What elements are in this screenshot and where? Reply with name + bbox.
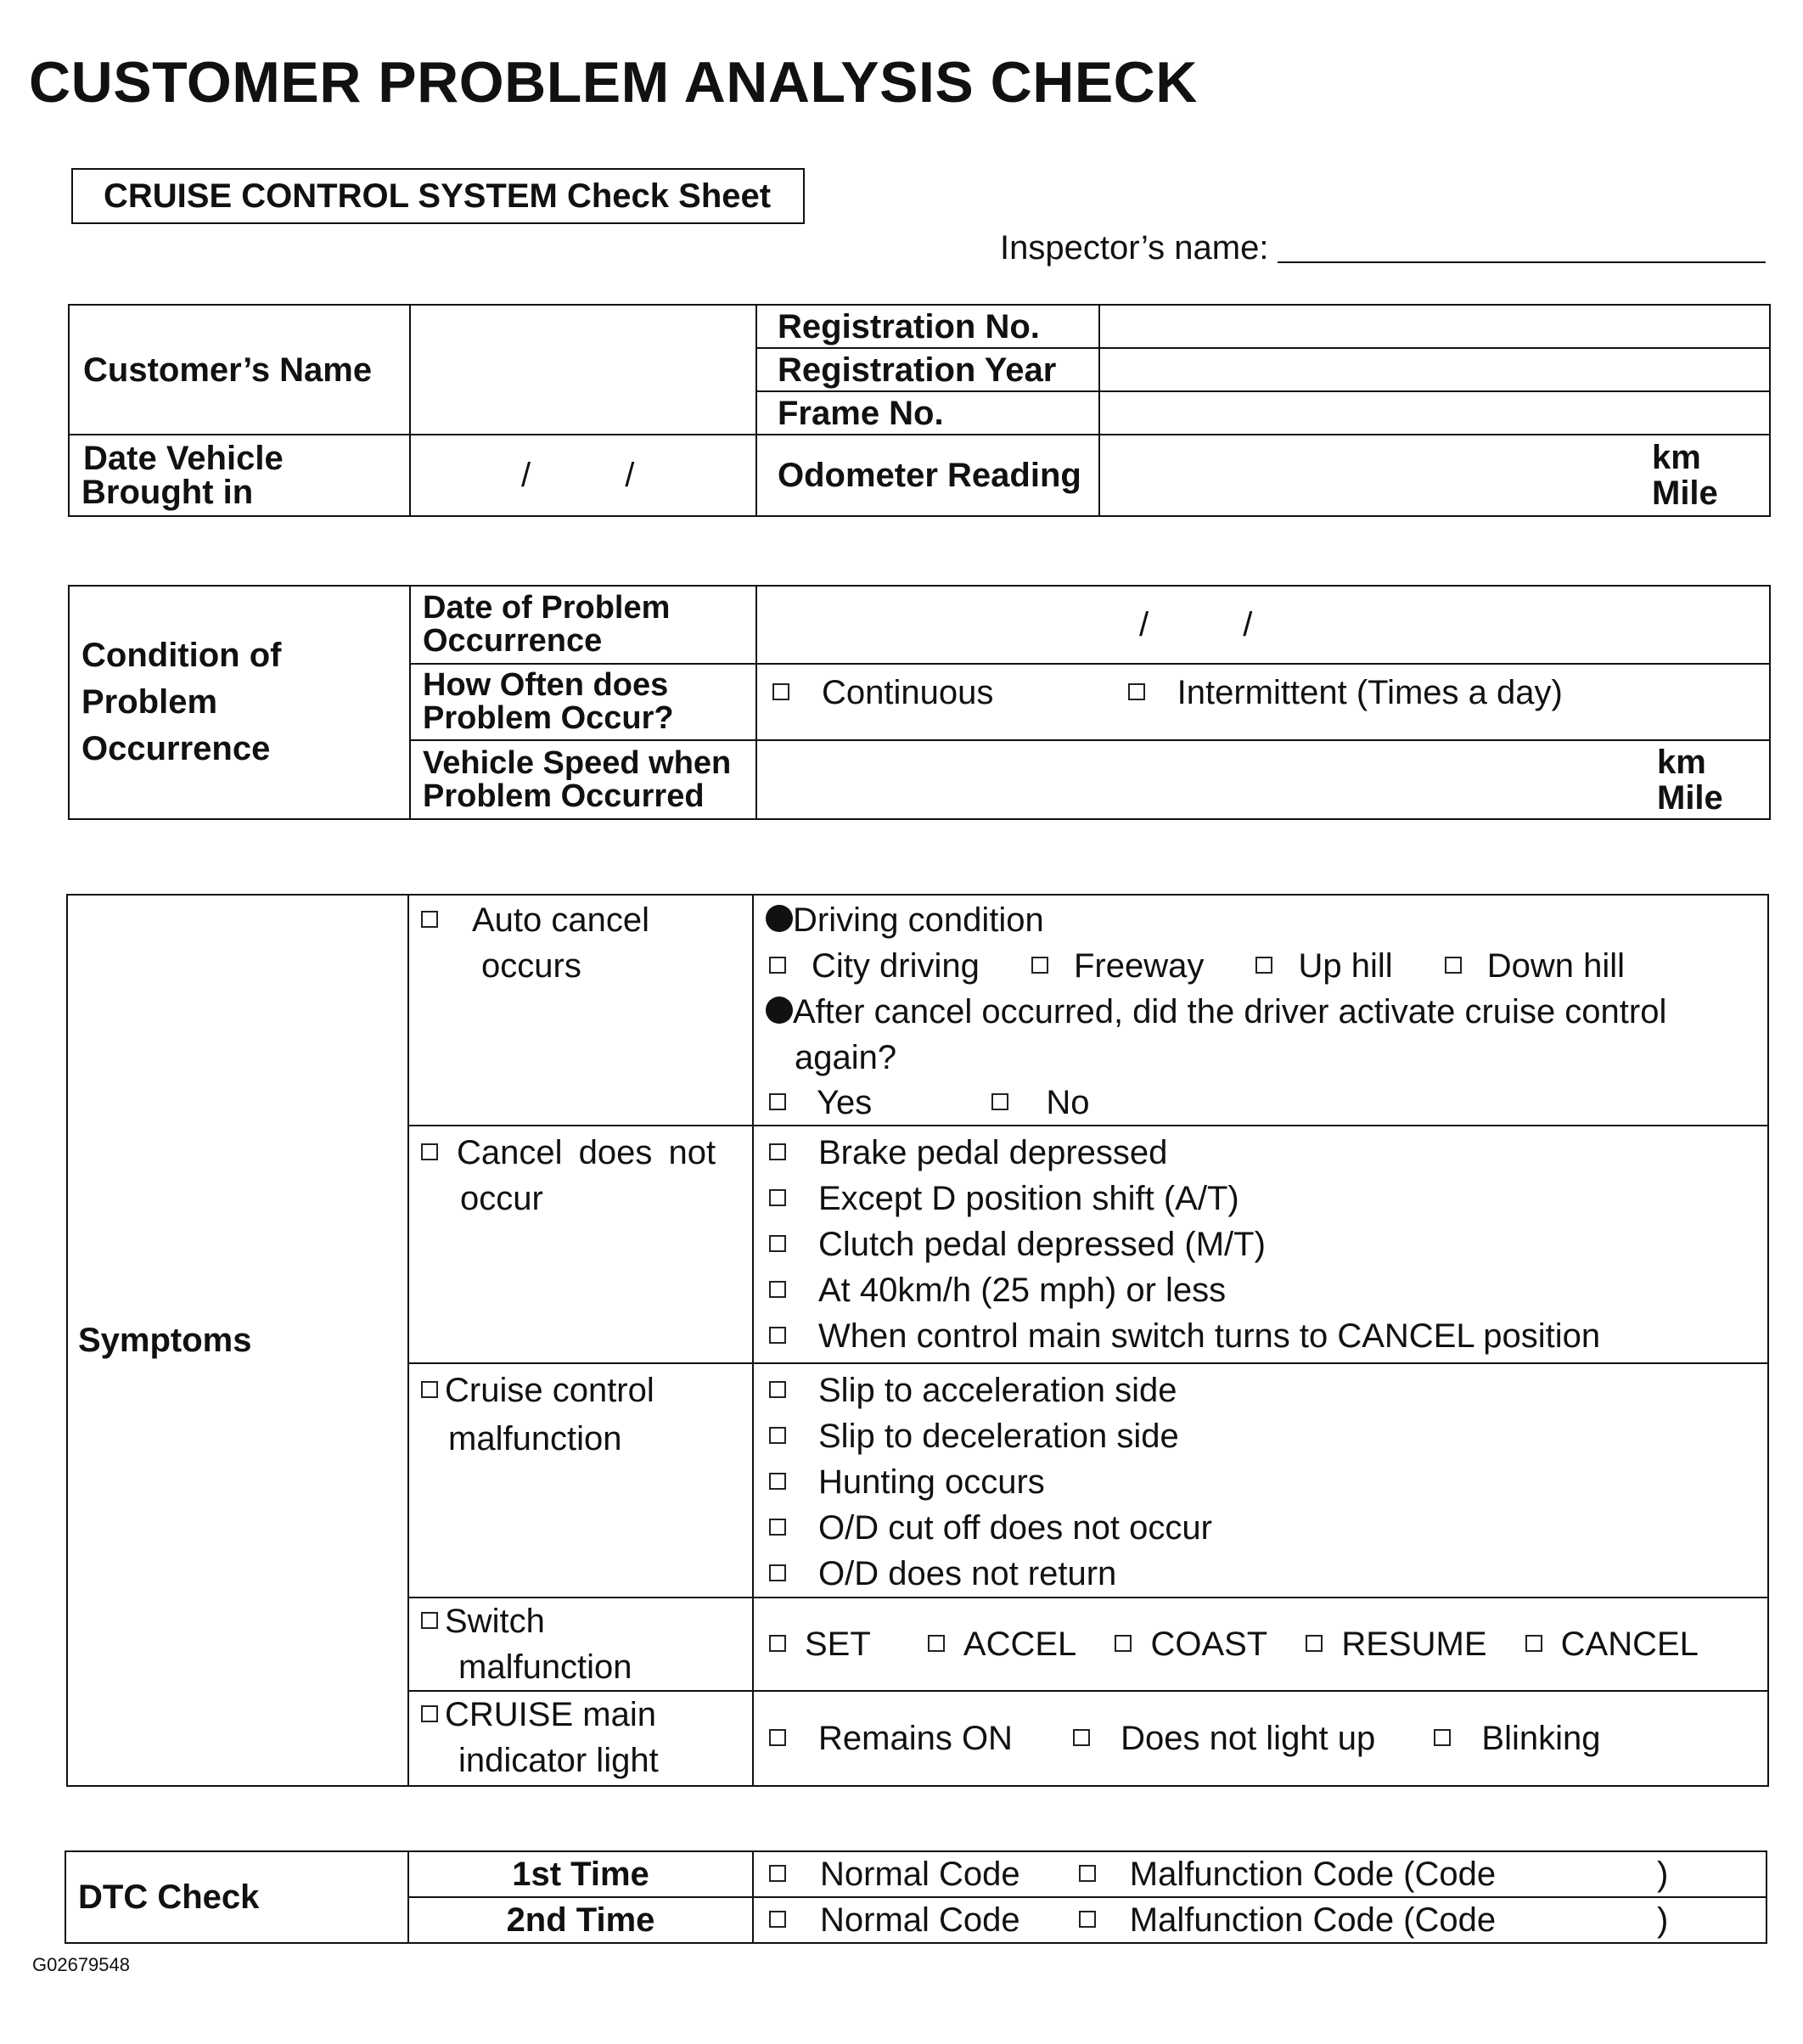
no-light-checkbox[interactable] xyxy=(1073,1729,1090,1746)
registration-no-label: Registration No. xyxy=(778,307,1040,345)
indicator-item: Remains ON xyxy=(818,1720,1013,1757)
cruise-malfunction-checkbox[interactable] xyxy=(421,1381,438,1398)
second-time-label: 2nd Time xyxy=(506,1901,655,1939)
switch-malfunction-checkbox[interactable] xyxy=(421,1612,438,1629)
remains-on-checkbox[interactable] xyxy=(769,1729,786,1746)
downhill-label: Down hill xyxy=(1486,947,1626,985)
cancel-not-label-1: Cancel does not xyxy=(457,1134,716,1171)
cancel-item: Clutch pedal depressed (M/T) xyxy=(818,1226,1266,1263)
cancel-item: Brake pedal depressed xyxy=(818,1134,1168,1171)
no-checkbox[interactable] xyxy=(991,1093,1008,1110)
set-checkbox[interactable] xyxy=(769,1635,786,1652)
freeway-label: Freeway xyxy=(1073,947,1205,985)
speed-label-1: Vehicle Speed when xyxy=(423,744,732,781)
how-often-label-2: Problem Occur? xyxy=(423,700,674,736)
frame-no-label: Frame No. xyxy=(778,394,944,432)
od-cutoff-checkbox[interactable] xyxy=(769,1519,786,1536)
cancel-not-occur-checkbox[interactable] xyxy=(421,1143,438,1160)
malfunction-item: Slip to acceleration side xyxy=(818,1372,1177,1409)
condition-label-3: Occurrence xyxy=(81,730,271,767)
city-driving-label: City driving xyxy=(812,947,980,985)
downhill-checkbox[interactable] xyxy=(1445,957,1462,974)
date-brought-label-1: Date Vehicle xyxy=(83,440,284,477)
condition-table xyxy=(68,585,1771,820)
sheet-title: CRUISE CONTROL SYSTEM Check Sheet xyxy=(71,168,805,224)
first-malfunction-label: Malfunction Code (Code xyxy=(1129,1856,1497,1893)
customer-name-label: Customer’s Name xyxy=(83,351,373,389)
second-normal-checkbox[interactable] xyxy=(769,1911,786,1928)
intermittent-label: Intermittent (Times a day) xyxy=(1177,674,1563,711)
accel-checkbox[interactable] xyxy=(928,1635,945,1652)
driving-condition-label: Driving condition xyxy=(793,901,1044,939)
speed-label-2: Problem Occurred xyxy=(423,778,705,814)
malfunction-label-2: malfunction xyxy=(448,1420,622,1457)
bullet-icon xyxy=(766,905,793,932)
malfunction-item: O/D cut off does not occur xyxy=(818,1509,1212,1547)
od-return-checkbox[interactable] xyxy=(769,1564,786,1581)
blinking-checkbox[interactable] xyxy=(1434,1729,1451,1746)
main-switch-cancel-checkbox[interactable] xyxy=(769,1327,786,1344)
switch-label-2: malfunction xyxy=(458,1648,632,1686)
condition-label-1: Condition of xyxy=(81,637,282,674)
switch-item: SET xyxy=(805,1626,871,1663)
indicator-item: Does not light up xyxy=(1121,1720,1376,1757)
speed-field[interactable] xyxy=(756,740,1770,819)
inspector-name-field[interactable] xyxy=(1278,261,1766,263)
first-normal-label: Normal Code xyxy=(820,1856,1020,1893)
cancel-not-label-2: occur xyxy=(460,1180,543,1217)
registration-no-field[interactable] xyxy=(1099,305,1770,348)
frame-no-field[interactable] xyxy=(1099,391,1770,435)
indicator-label-2: indicator light xyxy=(458,1742,659,1779)
second-malfunction-checkbox[interactable] xyxy=(1079,1911,1096,1928)
continuous-label: Continuous xyxy=(822,674,994,711)
symptoms-table xyxy=(66,894,1769,1787)
vehicle-info-table xyxy=(68,304,1771,517)
no-label: No xyxy=(1046,1084,1090,1121)
customer-name-label-cell xyxy=(69,305,410,435)
speed-40-checkbox[interactable] xyxy=(769,1281,786,1298)
coast-checkbox[interactable] xyxy=(1115,1635,1132,1652)
inspector-label: Inspector’s name: xyxy=(1000,229,1269,267)
second-malfunction-label: Malfunction Code (Code xyxy=(1129,1901,1497,1939)
condition-label-cell xyxy=(69,586,410,819)
indicator-light-checkbox[interactable] xyxy=(421,1705,438,1722)
auto-cancel-label-1: Auto cancel xyxy=(472,901,650,939)
malfunction-item: Slip to deceleration side xyxy=(818,1418,1179,1455)
malfunction-item: Hunting occurs xyxy=(818,1463,1045,1501)
indicator-label-1: CRUISE main xyxy=(445,1696,656,1733)
slip-decel-checkbox[interactable] xyxy=(769,1427,786,1444)
date-brought-label-2: Brought in xyxy=(81,474,254,511)
registration-year-label: Registration Year xyxy=(778,351,1057,389)
cancel-switch-checkbox[interactable] xyxy=(1525,1635,1542,1652)
malfunction-item: O/D does not return xyxy=(818,1555,1117,1592)
second-close-paren: ) xyxy=(1657,1901,1669,1939)
customer-name-field[interactable] xyxy=(410,305,756,435)
cancel-item: When control main switch turns to CANCEL position xyxy=(818,1317,1601,1355)
date-problem-field[interactable] xyxy=(756,586,1770,664)
unit-mile: Mile xyxy=(1652,474,1718,512)
dtc-check-label: DTC Check xyxy=(78,1878,260,1916)
symptoms-label: Symptoms xyxy=(78,1322,252,1359)
registration-year-field[interactable] xyxy=(1099,348,1770,391)
freeway-checkbox[interactable] xyxy=(1031,957,1048,974)
intermittent-checkbox[interactable] xyxy=(1128,683,1145,700)
yes-label: Yes xyxy=(817,1084,873,1121)
date-problem-label-2: Occurrence xyxy=(423,623,603,659)
date-brought-field[interactable] xyxy=(410,435,756,516)
how-often-label-1: How Often does xyxy=(423,667,669,703)
indicator-item: Blinking xyxy=(1481,1720,1601,1757)
switch-item: COAST xyxy=(1150,1626,1268,1663)
speed-unit-km: km xyxy=(1657,743,1706,781)
brake-pedal-checkbox[interactable] xyxy=(769,1143,786,1160)
switch-item: RESUME xyxy=(1341,1626,1487,1663)
odometer-field[interactable] xyxy=(1099,435,1770,516)
date-problem-slashes: / / xyxy=(1139,606,1253,643)
date-slashes: / / xyxy=(521,457,635,494)
second-normal-label: Normal Code xyxy=(820,1901,1020,1939)
except-d-checkbox[interactable] xyxy=(769,1189,786,1206)
bullet-icon xyxy=(766,997,793,1024)
symptoms-label-cell xyxy=(67,895,408,1786)
condition-label-2: Problem xyxy=(81,683,218,721)
unit-km: km xyxy=(1652,439,1701,476)
slip-accel-checkbox[interactable] xyxy=(769,1381,786,1398)
first-normal-checkbox[interactable] xyxy=(769,1865,786,1882)
page-title: CUSTOMER PROBLEM ANALYSIS CHECK xyxy=(29,50,1198,115)
switch-item: ACCEL xyxy=(963,1626,1077,1663)
speed-unit-mile: Mile xyxy=(1657,778,1723,817)
after-cancel-label-2: again? xyxy=(795,1039,897,1076)
first-malfunction-checkbox[interactable] xyxy=(1079,1865,1096,1882)
dtc-table xyxy=(65,1850,1767,1944)
odometer-label: Odometer Reading xyxy=(778,457,1081,494)
auto-cancel-label-2: occurs xyxy=(481,947,581,985)
clutch-pedal-checkbox[interactable] xyxy=(769,1235,786,1252)
switch-item: CANCEL xyxy=(1560,1626,1699,1663)
first-close-paren: ) xyxy=(1657,1856,1669,1893)
switch-label-1: Switch xyxy=(445,1603,545,1640)
yes-checkbox[interactable] xyxy=(769,1093,786,1110)
figure-code: G02679548 xyxy=(32,1954,130,1975)
after-cancel-label-1: After cancel occurred, did the driver activate cruise control xyxy=(793,993,1667,1030)
hunting-checkbox[interactable] xyxy=(769,1473,786,1490)
auto-cancel-checkbox[interactable] xyxy=(421,911,438,928)
uphill-label: Up hill xyxy=(1298,947,1393,985)
date-problem-label-1: Date of Problem xyxy=(423,590,671,626)
uphill-checkbox[interactable] xyxy=(1255,957,1272,974)
city-driving-checkbox[interactable] xyxy=(769,957,786,974)
cancel-item: At 40km/h (25 mph) or less xyxy=(818,1272,1227,1309)
cancel-item: Except D position shift (A/T) xyxy=(818,1180,1239,1217)
resume-checkbox[interactable] xyxy=(1306,1635,1323,1652)
malfunction-label-1: Cruise control xyxy=(445,1372,654,1409)
continuous-checkbox[interactable] xyxy=(772,683,789,700)
first-time-label: 1st Time xyxy=(512,1856,649,1893)
